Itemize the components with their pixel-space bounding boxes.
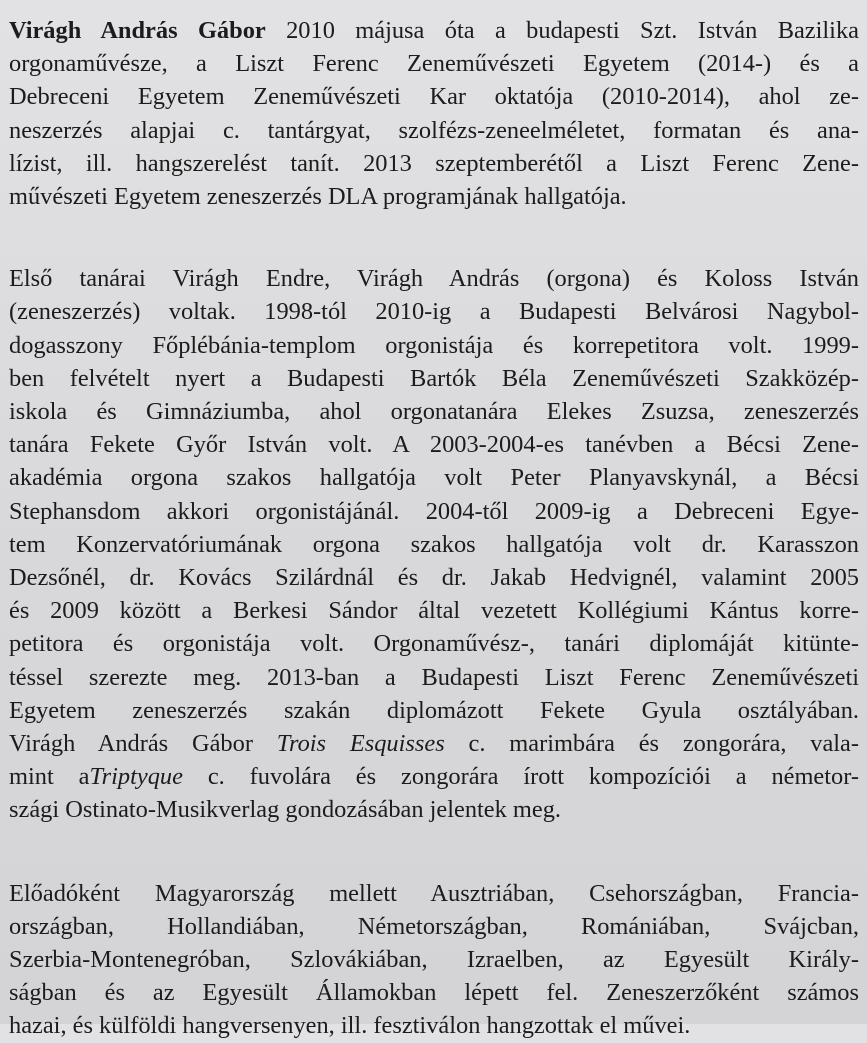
text-line: petitora és orgonistája volt. Orgonaművész-, tanári diplomáját kitünte- xyxy=(9,630,859,658)
text-line: neszerzés alapjai c. tantárgyat, szolfézs-zeneelméletet, formatan és ana- xyxy=(9,116,859,144)
text-line: tem Konzervatóriumának orgona szakos hallgatója volt dr. Karasszon xyxy=(9,530,859,558)
text-line: ságban és az Egyesült Államokban lépett fel. Zeneszerzőként számos xyxy=(9,979,859,1007)
text-line: tanára Fekete Győr István volt. A 2003-2004-es tanévben a Bécsi Zene- xyxy=(9,431,859,459)
text-line: téssel szerezte meg. 2013-ban a Budapesti Liszt Ferenc Zeneművészeti xyxy=(9,663,859,691)
text-line: Debreceni Egyetem Zeneművészeti Kar oktatója (2010-2014), ahol ze- xyxy=(9,83,859,111)
text-line: Dezsőnél, dr. Kovács Szilárdnál és dr. Jakab Hedvignél, valamint 2005 xyxy=(9,564,859,592)
text-line: akadémia orgona szakos hallgatója volt Peter Planyavskynál, a Bécsi xyxy=(9,464,859,492)
text-line: mint aTriptyque c. fuvolára és zongorára írott kompozíciói a németor- xyxy=(9,763,859,791)
text-line: Virágh András Gábor 2010 májusa óta a budapesti Szt. István Bazilika xyxy=(9,17,859,44)
text-line: Virágh András Gábor Trois Esquisses c. marimbára és zongorára, vala- xyxy=(9,730,860,758)
text-line: orgonaművésze, a Liszt Ferenc Zeneművészeti Egyetem (2014-) és a xyxy=(9,50,859,78)
text-line: iskola és Gimnáziumba, ahol orgonatanára Elekes Zsuzsa, zeneszerzés xyxy=(9,398,859,426)
text-line: művészeti Egyetem zeneszerzés DLA programjának hallgatója. xyxy=(9,183,627,211)
text-line: Első tanárai Virágh Endre, Virágh András (orgona) és Koloss István xyxy=(9,265,859,293)
text-line: dogasszony Főplébánia-templom orgonistája és korrepetitora volt. 1999- xyxy=(9,331,859,359)
text-line: ben felvételt nyert a Budapesti Bartók Béla Zeneművészeti Szakközép- xyxy=(9,364,859,392)
text-line: Előadóként Magyarország mellett Ausztriában, Csehországban, Francia- xyxy=(9,879,859,907)
text-line: szági Ostinato-Musikverlag gondozásában jelentek meg. xyxy=(9,796,562,824)
text-line: lízist, ill. hangszerelést tanít. 2013 szeptemberétől a Liszt Ferenc Zene- xyxy=(9,149,859,177)
text-line: Stephansdom akkori orgonistájánál. 2004-től 2009-ig a Debreceni Egye- xyxy=(9,497,859,525)
paragraph-spacer xyxy=(9,213,859,262)
text-line: országban, Hollandiában, Németországban, Romániában, Svájcban, xyxy=(9,912,859,940)
paragraph-spacer xyxy=(9,827,859,877)
work-title: Triptyque xyxy=(89,763,183,791)
paragraph-intro xyxy=(9,14,859,213)
paragraph-performances xyxy=(9,877,859,1043)
text-line: Egyetem zeneszerzés szakán diplomázott Fekete Gyula osztályában. xyxy=(9,696,859,724)
work-title: Trois Esquisses xyxy=(276,730,445,758)
text-line: és 2009 között a Berkesi Sándor által vezetett Kollégiumi Kántus korre- xyxy=(9,597,859,625)
author-name: Virágh András Gábor xyxy=(9,17,266,44)
paragraph-education xyxy=(9,262,859,826)
text-line: (zeneszerzés) voltak. 1998-tól 2010-ig a Budapesti Belvárosi Nagybol- xyxy=(9,298,859,326)
text-line: hazai, és külföldi hangversenyen, ill. fesztiválon hangzottak el művei. xyxy=(9,1012,691,1040)
text-line: Szerbia-Montenegróban, Szlovákiában, Izraelben, az Egyesült Király- xyxy=(9,946,859,974)
